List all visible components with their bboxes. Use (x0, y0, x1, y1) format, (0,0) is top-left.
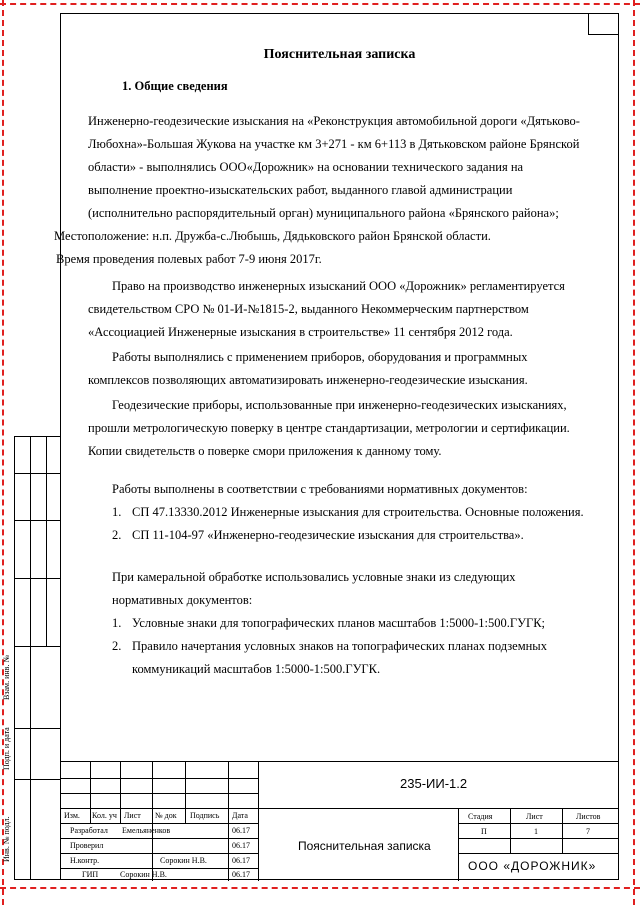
symbol-item: коммуникаций масштабов 1:5000-1:500.ГУГК. (132, 662, 381, 676)
works-line: комплексов позволяющих автоматизировать инженерно-геодезические изыскания. (88, 373, 528, 387)
cut-line-bottom (0, 887, 640, 889)
field-time-line: Время проведения полевых работ 7-9 июня 2017г. (56, 252, 322, 266)
intro-line: области» - выполнялись ООО«Дорожник» на основании технического задания на (88, 160, 524, 174)
role-developed: Разработал (70, 826, 108, 835)
sro-line: Право на производство инженерных изысканий ООО «Дорожник» регламентируется (112, 279, 565, 293)
symbol-item: Условные знаки для топографических планов масштабов 1:5000-1:500.ГУГК; (132, 616, 546, 630)
title-block (60, 761, 619, 880)
norm-number: 1. (112, 505, 122, 519)
side-label-replace-inv: Взам. инв. № (2, 654, 11, 700)
side-strip (14, 436, 60, 880)
instruments-line: Копии свидетельств о поверке смори приложения к данному тому. (88, 444, 442, 458)
header-sheet: Лист (124, 811, 141, 820)
stage-label: Стадия (468, 812, 493, 821)
intro-line: Любохна»-Большая Жукова на участке км 3+271 - км 6+113 в Дятьковском районе Брянской (88, 137, 580, 151)
name-chief-engineer: Сорокин Н.В. (120, 870, 167, 879)
norm-item: СП 11-104-97 «Инженерно-геодезические изыскания для строительства». (132, 528, 524, 542)
sro-line: свидетельством СРО № 01-И-№1815-2, выданного Некоммерческим партнерством (88, 302, 529, 316)
role-norm-control: Н.контр. (70, 856, 100, 865)
page-title: Пояснительная записка (263, 47, 416, 62)
cut-line-right (633, 0, 635, 905)
role-chief-engineer: ГИП (82, 870, 99, 879)
symbol-number: 2. (112, 639, 122, 653)
header-date: Дата (232, 811, 248, 820)
location-line: Местоположение: н.п. Дружба-с.Любышь, Дядьковского район Брянской области. (54, 229, 491, 243)
side-label-signature-date: Подп. и дата (2, 727, 11, 770)
works-line: Работы выполнялись с применением приборов, оборудования и программных (112, 350, 528, 364)
corner-box (588, 13, 619, 35)
side-label-inv-original: Инв. № подл. (2, 816, 11, 862)
norms-intro: Работы выполнены в соответствии с требованиями нормативных документов: (112, 482, 528, 496)
date-checked: 06.17 (232, 841, 250, 850)
symbol-number: 1. (112, 616, 122, 630)
sheets-label: Листов (576, 812, 601, 821)
section-heading: 1. Общие сведения (122, 79, 228, 93)
intro-line: Инженерно-геодезические изыскания на «Реконструкция автомобильной дороги «Дятьково- (88, 114, 580, 128)
role-checked: Проверил (70, 841, 104, 850)
header-change: Изм. (64, 811, 80, 820)
company-name: ООО «ДОРОЖНИК» (468, 859, 597, 873)
stage-value: П (481, 827, 487, 836)
date-developed: 06.17 (232, 826, 250, 835)
name-norm-control: Сорокин Н.В. (160, 856, 207, 865)
document-code: 235-ИИ-1.2 (400, 776, 468, 791)
header-doc: № док (155, 811, 177, 820)
name-developed: Емельяненков (122, 826, 171, 835)
cut-line-top (0, 3, 640, 5)
sheet-label: Лист (526, 812, 543, 821)
stamp-document-name: Пояснительная записка (298, 839, 431, 853)
date-norm-control: 06.17 (232, 856, 250, 865)
intro-line: (исполнительно распорядительный орган) муниципального района «Брянского района»; (88, 206, 559, 220)
sro-line: «Ассоциацией Инженерные изыскания в строительстве» 11 сентября 2012 года. (88, 325, 513, 339)
date-chief-engineer: 06.17 (232, 870, 250, 879)
symbols-intro: нормативных документов: (112, 593, 253, 607)
norm-number: 2. (112, 528, 122, 542)
instruments-line: Геодезические приборы, использованные при инженерно-геодезических изысканиях, (112, 398, 567, 412)
intro-line: выполнение проектно-изыскательских работ, выданного главой администрации (88, 183, 513, 197)
header-signature: Подпись (190, 811, 220, 820)
sheet-value: 1 (534, 827, 538, 836)
instruments-line: прошли метрологическую поверку в центре стандартизации, метрологии и сертификации. (88, 421, 570, 435)
header-qty: Кол. уч (92, 811, 117, 820)
sheets-value: 7 (586, 827, 590, 836)
symbol-item: Правило начертания условных знаков на топографических планах подземных (132, 639, 547, 653)
norm-item: СП 47.13330.2012 Инженерные изыскания для строительства. Основные положения. (132, 505, 584, 519)
symbols-intro: При камеральной обработке использовались условные знаки из следующих (112, 570, 516, 584)
